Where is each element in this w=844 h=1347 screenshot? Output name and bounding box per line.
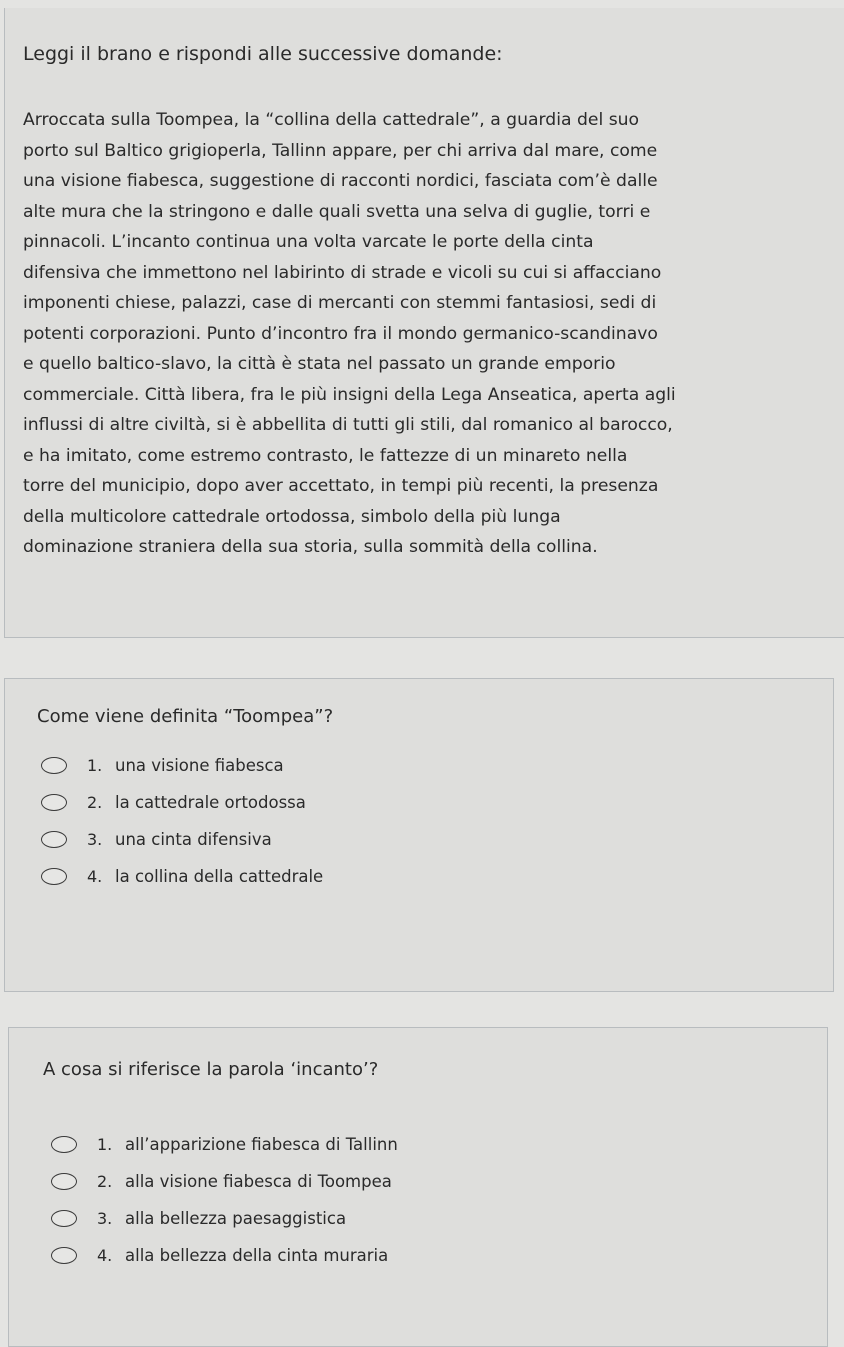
- radio-button[interactable]: [41, 831, 67, 848]
- passage-line: Arroccata sulla Toompea, la “collina della cattedrale”, a guardia del suo: [23, 110, 640, 130]
- option-label: alla visione fiabesca di Toompea: [125, 1172, 392, 1191]
- passage-line: imponenti chiese, palazzi, case di mercanti con stemmi fantasiosi, sedi di: [23, 293, 657, 313]
- passage-line: torre del municipio, dopo aver accettato, in tempi più recenti, la presenza: [23, 476, 659, 496]
- radio-button[interactable]: [41, 757, 67, 774]
- option-number: 4.: [97, 1246, 113, 1265]
- option-label: la collina della cattedrale: [115, 867, 324, 886]
- option-label: alla bellezza della cinta muraria: [125, 1246, 389, 1265]
- option-number: 1.: [97, 1135, 113, 1154]
- passage-card: [4, 8, 844, 638]
- passage-line: della multicolore cattedrale ortodossa, simbolo della più lunga: [23, 506, 561, 527]
- radio-button[interactable]: [41, 794, 67, 811]
- option-label: all’apparizione fiabesca di Tallinn: [125, 1135, 398, 1154]
- passage-line: difensiva che immettono nel labirinto di strade e vicoli su cui si affacciano: [23, 262, 662, 283]
- answer-option[interactable]: [51, 1237, 398, 1274]
- answer-option[interactable]: [51, 1200, 398, 1237]
- passage-line: porto sul Baltico grigioperla, Tallinn appare, per chi arriva dal mare, come: [23, 140, 658, 161]
- passage-line: pinnacoli. L’incanto continua una volta varcate le porte della cinta: [23, 232, 594, 252]
- question-text: Come viene definita “Toompea”?: [37, 706, 334, 727]
- answer-option[interactable]: [51, 1126, 398, 1163]
- passage-line: influssi di altre civiltà, si è abbellita di tutti gli stili, dal romanico al barocco,: [23, 415, 673, 435]
- passage-line: e ha imitato, come estremo contrasto, le fattezze di un minareto nella: [23, 445, 628, 466]
- answer-option[interactable]: [41, 858, 323, 895]
- option-number: 3.: [87, 830, 103, 849]
- answer-option[interactable]: [41, 747, 323, 784]
- passage-line: dominazione straniera della sua storia, sulla sommità della collina.: [23, 537, 598, 557]
- option-number: 2.: [87, 793, 103, 812]
- instruction-text: Leggi il brano e rispondi alle successive domande:: [23, 43, 503, 65]
- radio-button[interactable]: [41, 868, 67, 885]
- option-label: una cinta difensiva: [115, 830, 272, 849]
- passage-line: una visione fiabesca, suggestione di racconti nordici, fasciata com’è dalle: [23, 171, 658, 191]
- radio-button[interactable]: [51, 1173, 77, 1190]
- passage-line: e quello baltico-slavo, la città è stata nel passato un grande emporio: [23, 354, 616, 374]
- passage-line: potenti corporazioni. Punto d’incontro fra il mondo germanico-scandinavo: [23, 323, 658, 344]
- answer-option[interactable]: [51, 1163, 398, 1200]
- radio-button[interactable]: [51, 1136, 77, 1153]
- passage-line: alte mura che la stringono e dalle quali svetta una selva di guglie, torri e: [23, 201, 651, 222]
- option-label: la cattedrale ortodossa: [115, 793, 306, 812]
- option-label: alla bellezza paesaggistica: [125, 1209, 347, 1228]
- answer-options: [41, 747, 323, 895]
- passage-line: commerciale. Città libera, fra le più insigni della Lega Anseatica, aperta agli: [23, 384, 676, 405]
- option-number: 4.: [87, 867, 103, 886]
- answer-option[interactable]: [41, 784, 323, 821]
- question-card-2: [8, 1027, 828, 1347]
- option-label: una visione fiabesca: [115, 756, 284, 775]
- radio-button[interactable]: [51, 1210, 77, 1227]
- option-number: 1.: [87, 756, 103, 775]
- option-number: 3.: [97, 1209, 113, 1228]
- question-card-1: [4, 678, 834, 992]
- answer-options: [51, 1126, 398, 1274]
- answer-option[interactable]: [41, 821, 323, 858]
- question-text: A cosa si riferisce la parola ‘incanto’?: [43, 1059, 379, 1080]
- option-number: 2.: [97, 1172, 113, 1191]
- radio-button[interactable]: [51, 1247, 77, 1264]
- passage-text: [23, 105, 823, 563]
